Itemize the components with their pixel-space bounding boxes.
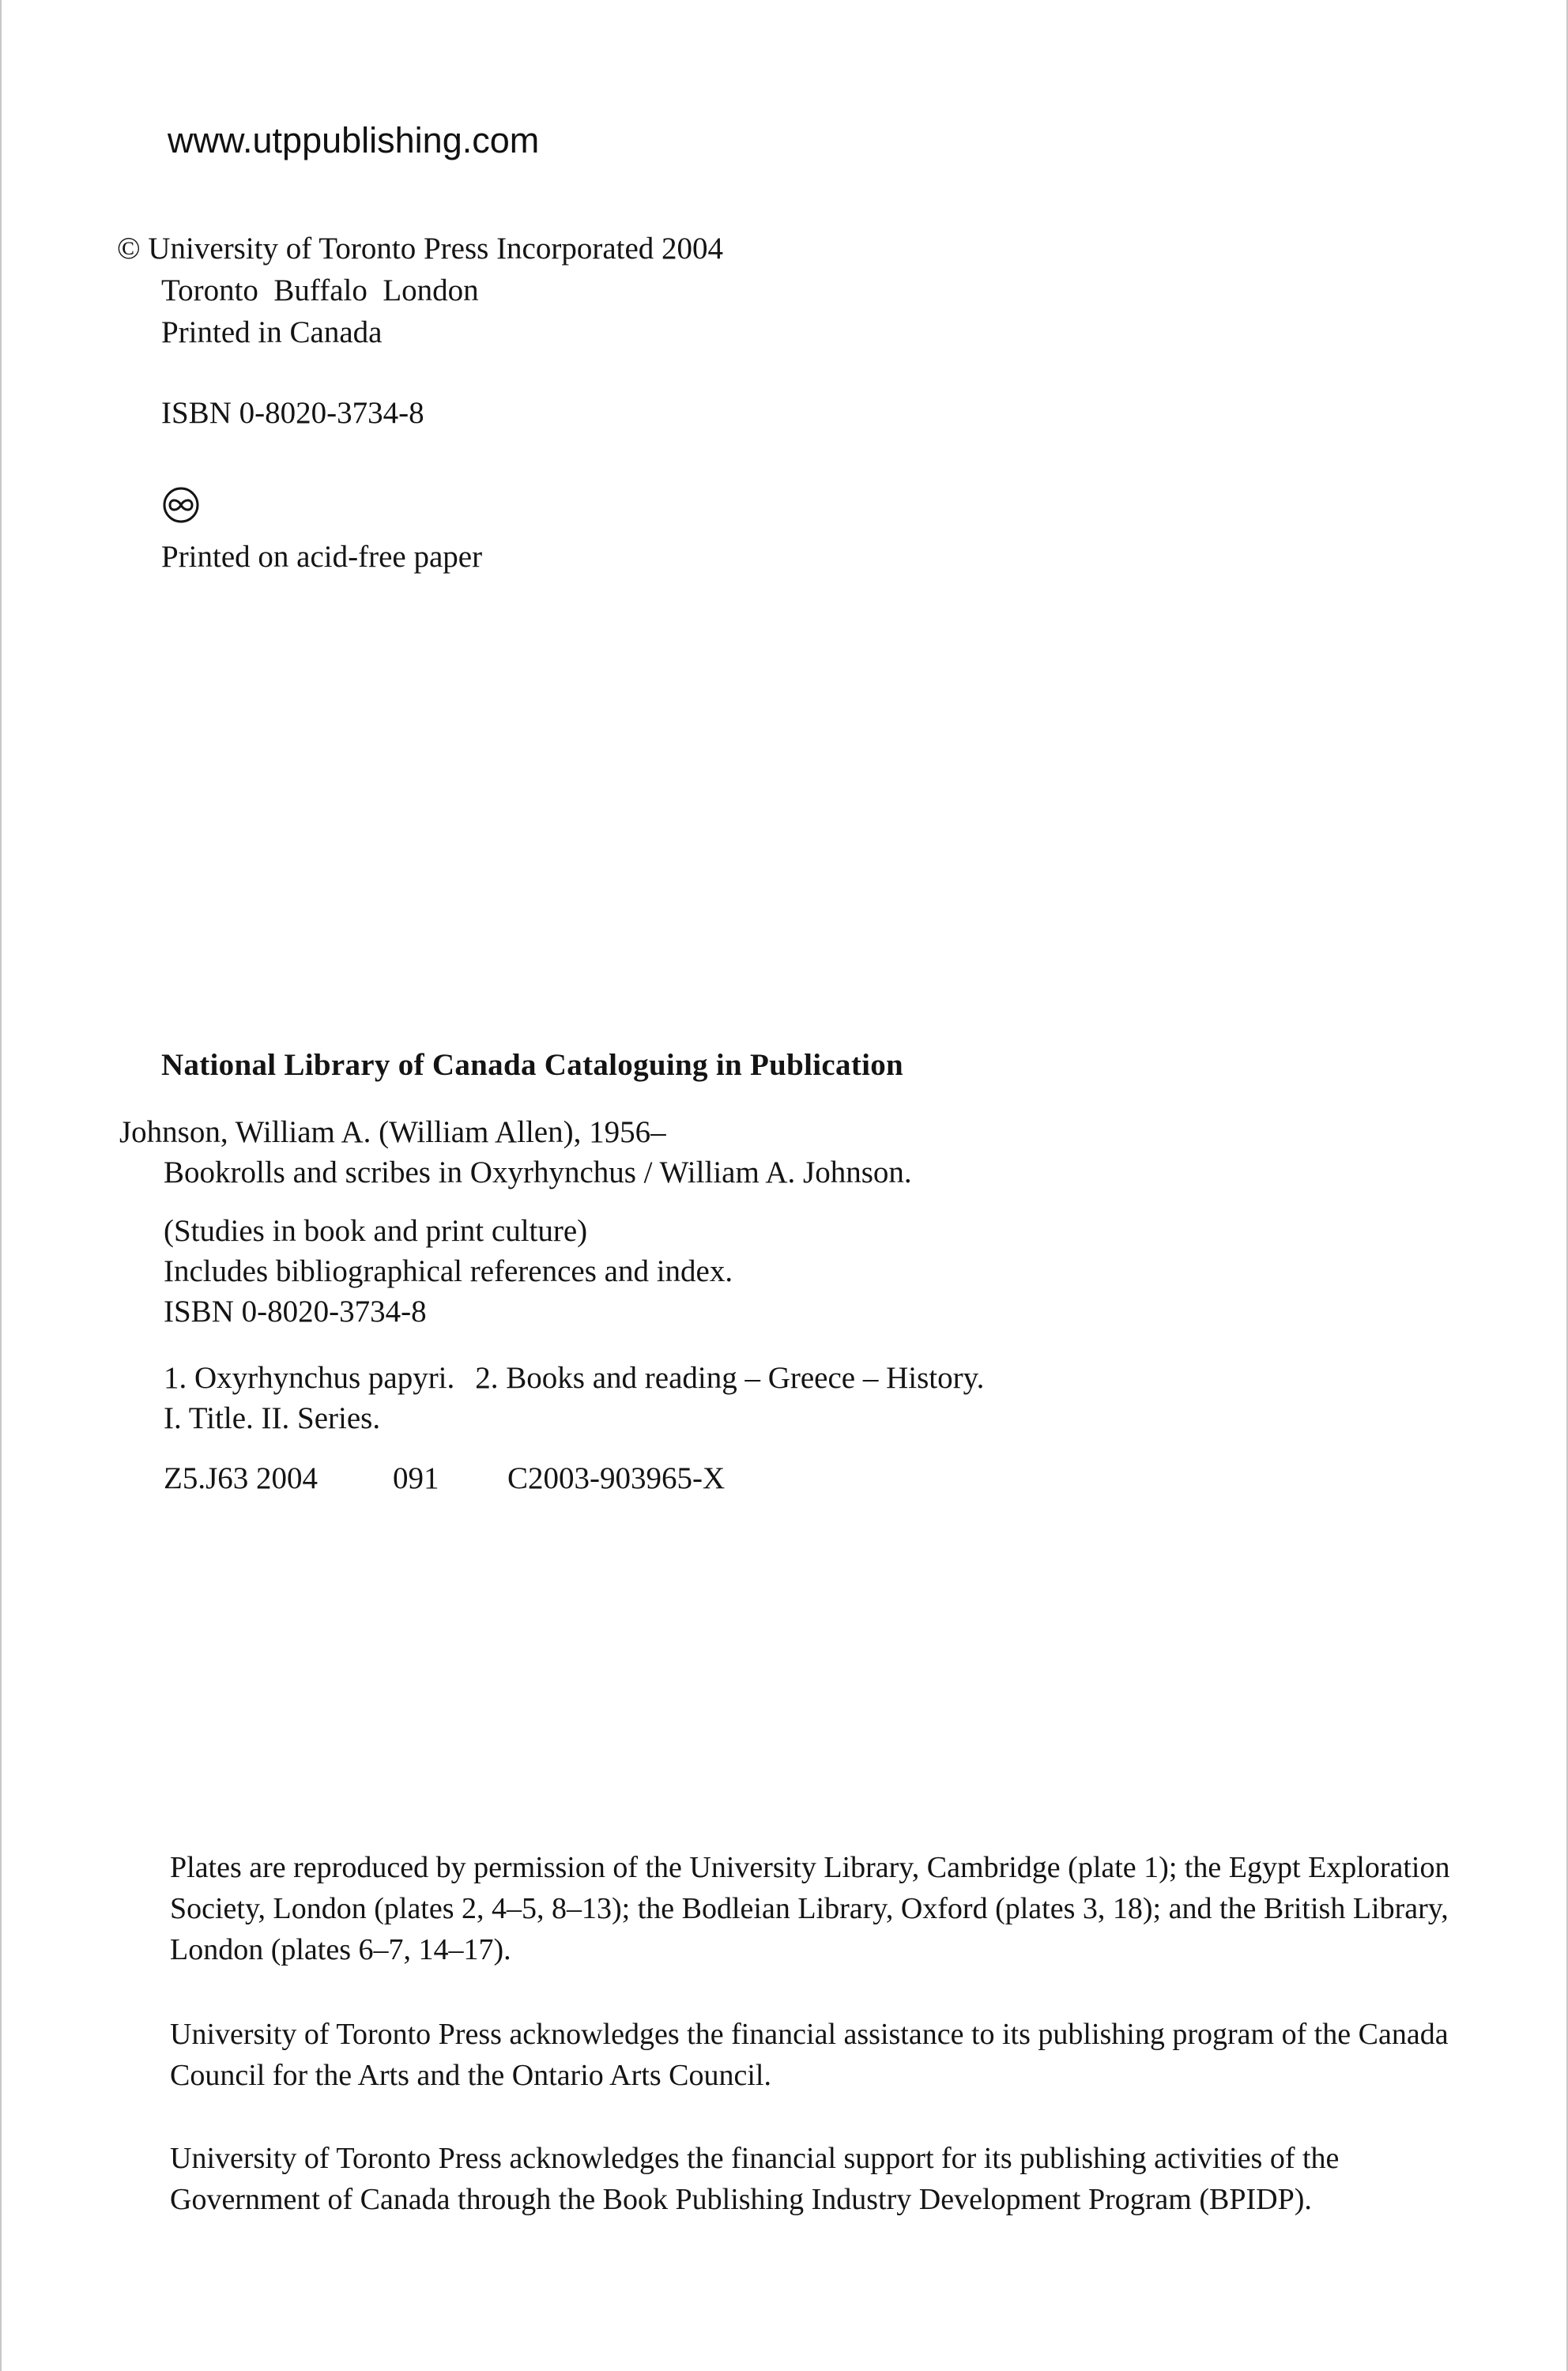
plates-permission-note: Plates are reproduced by permission of the University Library, Cambridge (plate 1); the Egypt Exploration Society, London (plates 2, 4–5, 8–13); the Bodleian Library, Oxford (plates 3, 18); and the British Library, London (plates 6–7, 14–17). <box>170 1851 1450 1966</box>
cip-title: Bookrolls and scribes in Oxyrhynchus / William A. Johnson. <box>164 1155 912 1189</box>
bpidp-acknowledgment: University of Toronto Press acknowledges the financial support for its publishing activities of the Government of Canada through the Book Publishing Industry Development Program (BPIDP). <box>170 2142 1340 2216</box>
copyright-block <box>117 228 723 353</box>
cip-subject-2: 2. Books and reading – Greece – History. <box>475 1361 985 1395</box>
arts-council-acknowledgment: University of Toronto Press acknowledges the financial assistance to its publishing program of the Canada Council for the Arts and the Ontario Arts Council. <box>170 2018 1449 2092</box>
cip-added-entries: I. Title. II. Series. <box>164 1401 381 1435</box>
cip-control-number: C2003-903965-X <box>507 1461 726 1495</box>
cip-isbn: ISBN 0-8020-3734-8 <box>164 1295 427 1329</box>
publisher-cities: Toronto Buffalo London <box>161 273 479 307</box>
cip-series-note: (Studies in book and print culture) <box>164 1214 588 1248</box>
cip-subject-line <box>164 1358 984 1398</box>
cip-heading: National Library of Canada Cataloguing in Publication <box>161 1048 904 1082</box>
cip-biblio-note: Includes bibliographical references and index. <box>164 1254 733 1288</box>
acid-free-paper-note: Printed on acid-free paper <box>161 540 483 574</box>
dewey-number: 091 <box>393 1461 439 1495</box>
infinity-circle-icon <box>161 485 201 525</box>
lc-call-number: Z5.J63 2004 <box>164 1461 318 1495</box>
cip-entry <box>119 1112 912 1193</box>
cip-classification <box>164 1461 725 1496</box>
page-border-left <box>0 0 2 2371</box>
cip-notes <box>164 1211 733 1332</box>
cip-author: Johnson, William A. (William Allen), 1956– <box>119 1115 666 1149</box>
cip-subjects <box>164 1358 984 1438</box>
printed-location: Printed in Canada <box>161 315 383 349</box>
isbn: ISBN 0-8020-3734-8 <box>161 396 424 430</box>
copyright-line: © University of Toronto Press Incorporated 2004 <box>117 232 724 266</box>
publisher-url[interactable]: www.utppublishing.com <box>168 120 540 160</box>
cip-subject-1: 1. Oxyrhynchus papyri. <box>164 1361 455 1395</box>
